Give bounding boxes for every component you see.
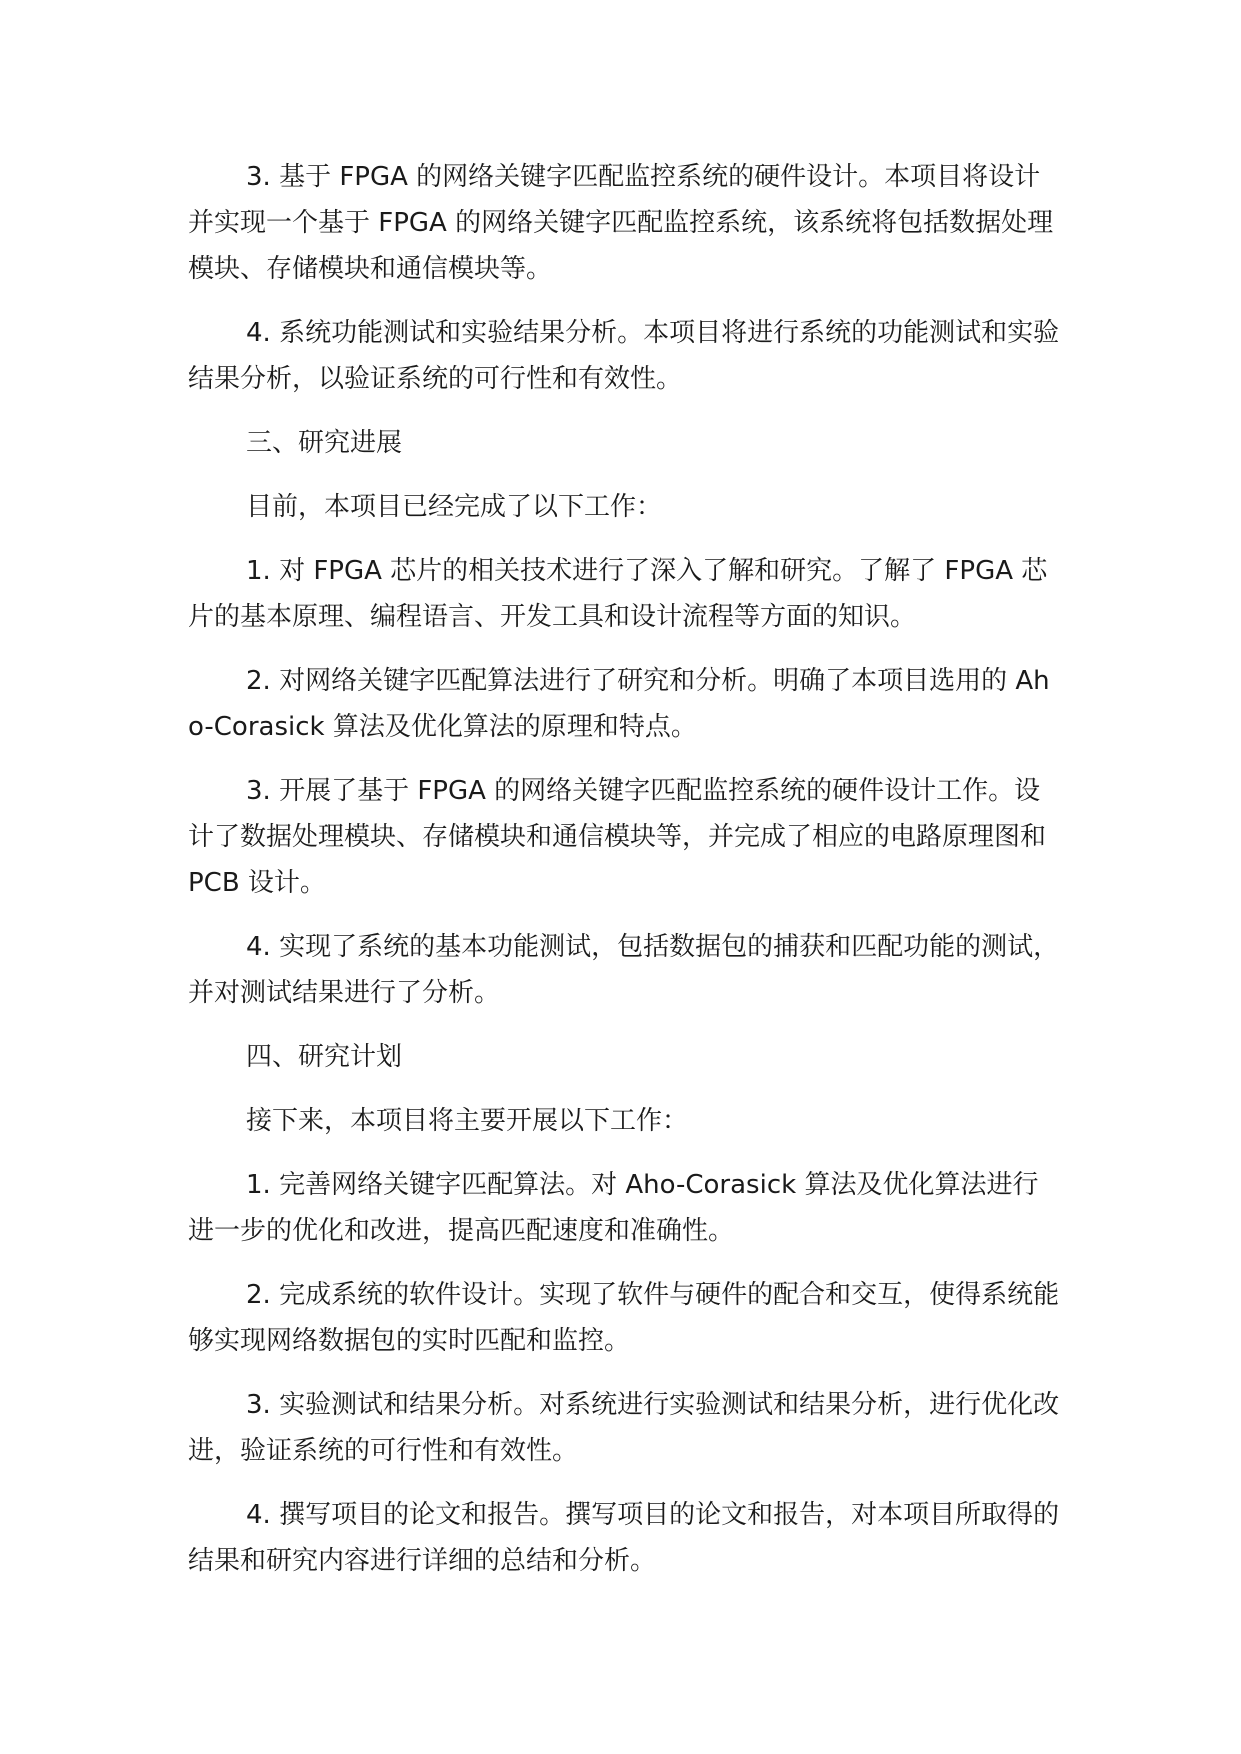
paragraph-plan-4: 4. 撰写项目的论文和报告。撰写项目的论文和报告，对本项目所取得的结果和研究内容进行详细的总结和分析。 (188, 1500, 1060, 1576)
paragraph-progress-intro: 目前，本项目已经完成了以下工作： (246, 492, 663, 522)
paragraph-hardware-design: 3. 基于 FPGA 的网络关键字匹配监控系统的硬件设计。本项目将设计并实现一个基于 FPGA 的网络关键字匹配监控系统，该系统将包括数据处理模块、存储模块和通信模块等。 (188, 162, 1054, 284)
paragraph-progress-4: 4. 实现了系统的基本功能测试，包括数据包的捕获和匹配功能的测试，并对测试结果进行了分析。 (188, 932, 1060, 1008)
section-heading-plan: 四、研究计划 (246, 1042, 403, 1072)
paragraph-progress-2: 2. 对网络关键字匹配算法进行了研究和分析。明确了本项目选用的 Aho-Corasick 算法及优化算法的原理和特点。 (188, 666, 1050, 742)
paragraph-plan-1: 1. 完善网络关键字匹配算法。对 Aho-Corasick 算法及优化算法进行进一步的优化和改进，提高匹配速度和准确性。 (188, 1170, 1039, 1246)
paragraph-plan-intro: 接下来，本项目将主要开展以下工作： (246, 1106, 689, 1136)
paragraph-function-test: 4. 系统功能测试和实验结果分析。本项目将进行系统的功能测试和实验结果分析，以验证系统的可行性和有效性。 (188, 318, 1060, 394)
paragraph-progress-1: 1. 对 FPGA 芯片的相关技术进行了深入了解和研究。了解了 FPGA 芯片的基本原理、编程语言、开发工具和设计流程等方面的知识。 (188, 556, 1048, 632)
paragraph-progress-3: 3. 开展了基于 FPGA 的网络关键字匹配监控系统的硬件设计工作。设计了数据处理模块、存储模块和通信模块等，并完成了相应的电路原理图和 PCB 设计。 (188, 776, 1047, 898)
paragraph-plan-2: 2. 完成系统的软件设计。实现了软件与硬件的配合和交互，使得系统能够实现网络数据包的实时匹配和监控。 (188, 1280, 1060, 1356)
paragraph-plan-3: 3. 实验测试和结果分析。对系统进行实验测试和结果分析，进行优化改进，验证系统的可行性和有效性。 (188, 1390, 1060, 1466)
document-body (188, 154, 1060, 1602)
section-heading-progress: 三、研究进展 (246, 428, 403, 458)
